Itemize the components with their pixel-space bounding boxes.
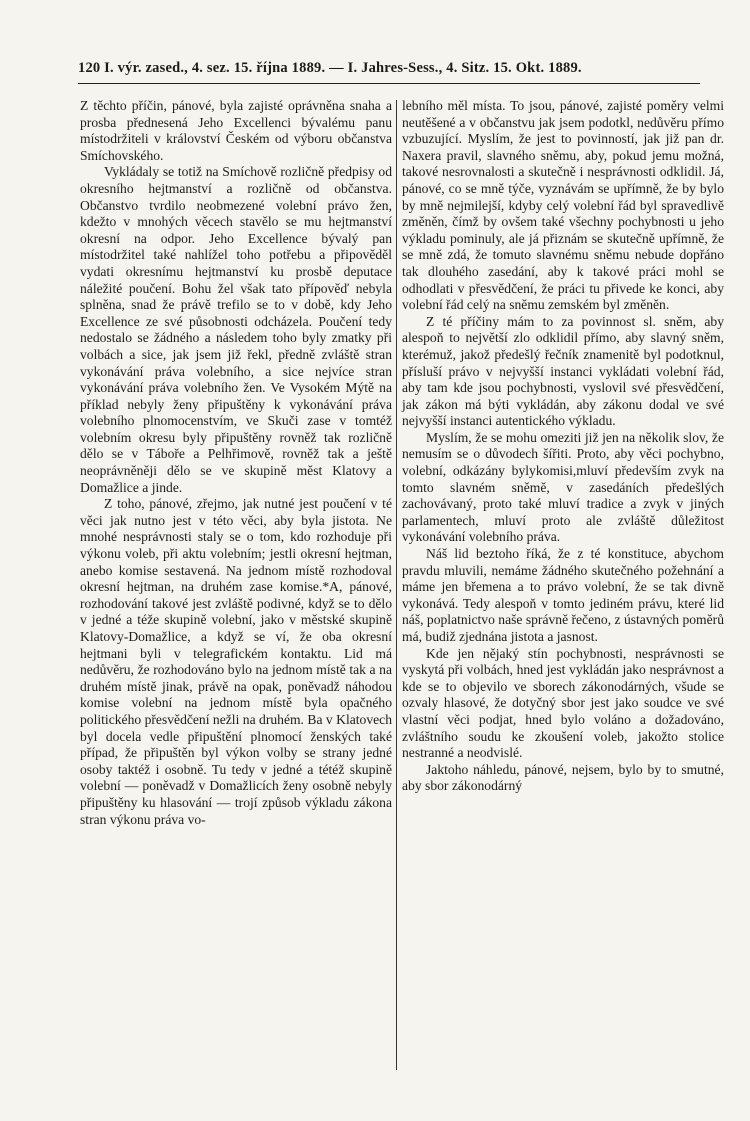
- paragraph: Myslím, že se mohu omeziti již jen na několik slov, že nemusím se o důvodech šířiti. Proto, aby věci pochybno, volební, odkázány bylykomisi,mluví především zvyk na tomto slavném sněmě, v zasedáních předešlých zachovávaný, proto také mluví tradice a zvyk v jiných parlamentech, mluví proto ale zvláště důležitost vykonávání volebního práva.: [402, 429, 724, 545]
- paragraph: Z těchto příčin, pánové, byla zajisté oprávněna snaha a prosba přednesená Jeho Excellenci bývalému panu místodržiteli v království Českém od výboru občanstva Smíchovského.: [80, 98, 392, 163]
- paragraph: Náš lid beztoho říká, že z té konstituce, abychom pravdu mluvili, nemáme žádného skutečného požehnání a máme jen břemena a to právo volební, že se tak divně vykonává. Tedy alespoň v tomto jediném právu, které lid náš, poplatnictvo naše správně řečeno, z ústavných poměrů má, budiž zjednána jistota a jasnost.: [402, 546, 724, 644]
- right-column: [402, 98, 724, 795]
- paragraph: lebního měl místa. To jsou, pánové, zajisté poměry velmi neutěšené a v občanstvu jak jsem podotkl, nedůvěru přímo vzbuzující. Myslím, že jest to povinností, jak již pan dr. Naxera pravil, slavného sněmu, aby, pokud jemu možná, takové nesrovnalosti a skutečně i nesprávnosti odklidil. Já, pánové, co se mně týče, vyznávám se upřímně, že by bylo by mně nejmilejší, kdyby celý volební řád byl spravedlivě změněn, čímž by ovšem také všechny pochybnosti u jeho výkladu pominuly, ale já přiznám se skutečně upřímně, že se mně zdá, že tomuto slavnému sněmu nebude dopřáno tak dlouhého zasedání, aby k takové práci mohl se odhodlati v přesvědčení, že práci tu přivede ke konci, aby volební řád celý na sněmu zemském byl změněn.: [402, 98, 724, 313]
- left-column: [80, 98, 392, 828]
- paragraph: Vykládaly se totiž na Smíchově rozličně předpisy od okresního hejtmanství a rozličně od občanstva. Občanstvo tvrdilo neobmezené volební právo žen, kdežto v mnohých věcech stavělo se mu hejtmanství okresní na odpor. Jeho Excellence bývalý pan místodržitel také nahlížel toho potřebu a připověděl vydati okresnímu hejtmanství ku prosbě deputace náležité poučení. Bohu žel však tato přípověď nebyla splněna, snad že právě trefilo se to v době, kdy Jeho Excellence ze své působnosti odcházela. Poučení tedy nedostalo se žádného a následem toho byly zmatky při volbách a sice, jak jsem již řekl, předně zvláště stran vykonávání práva volebního, a sice nejvíce stran vykonávání práva volebního žen. Ve Vysokém Mýtě na příklad nebyly ženy připuštěny k vykonávání práva volebního plnomocenstvím, ve Skuči zase v tomtéž volebním okresu byly připuštěny rovněž tak rozličně dělo se v Táboře a Pelhřimově, rovněž tak a ještě neoprávněněji dělo se ve skupině měst Klatovy a Domažlice a jinde.: [80, 164, 392, 495]
- paragraph: Z toho, pánové, zřejmo, jak nutné jest poučení v té věci jak nutno jest v této věci, aby byla jistota. Ne mnohé nesprávnosti staly se o tom, kdo rozhoduje při výkonu voleb, při aktu volebním; jestli okresní hejtman, anebo komise sestavená. Na jednom místě rozhodoval okresní hejtman, na druhém zase komise.*A, pánové, rozhodování takové jest zvláště podivné, když se to dělo v jedné a téže skupině volební, jako v městské skupině Klatovy-Domažlice, a když se ví, že oba okresní hejtmani byli v telegrafickém kontaktu. Lid má nedůvěru, že rozhodováno bylo na jednom místě tak a na druhém místě jinak, právě na opak, poněvadž náhodou komise volební na jednom místě byla opačného politického přesvědčení nežli na druhém. Ba v Klatovech byl docela vedle připuštění plnomocí ženských také případ, že připuštěn byl výkon volby se strany jedné osoby taktéž i osobně. Tu tedy v jedné a tétéž skupině volební — poněvadž v Domažlicích ženy osobně nebyly připuštěny ku hlasování — trojí způsob výkladu zákona stran výkonu práva vo-: [80, 496, 392, 827]
- paragraph: Z té příčiny mám to za povinnost sl. sněm, aby alespoň to největší zlo odklidil přímo, aby slavný sněm, kterémuž, jakož předešlý řečník znamenitě byl podotknul, přísluší právo v nejvyšší instanci vykládati volební řád, aby tam kde jsou pochybnosti, vyslovil své přesvědčení, jak zákon má býti vykládán, aby zákonu dodal ve své nejvyšší instanci autentického výkladu.: [402, 313, 724, 429]
- running-head: 120 I. výr. zased., 4. sez. 15. října 1889. — I. Jahres-Sess., 4. Sitz. 15. Okt. 1889.: [78, 60, 582, 76]
- paragraph: Kde jen nějaký stín pochybnosti, nesprávnosti se vyskytá při volbách, hned jest vykládán jako nesprávnost a kde se to objevilo ve sborech zákonodárných, všude se ozvaly hlasové, že dotyčný sbor jest jako soudce ve své vlastní věci podjat, hned bylo voláno a dožadováno, zvláštního soudu ke zkoušení voleb, jakožto stolice nestranné a neodvislé.: [402, 645, 724, 761]
- header-rule: [78, 83, 700, 84]
- column-divider: [396, 100, 397, 1070]
- paragraph: Jaktoho náhledu, pánové, nejsem, bylo by to smutné, aby sbor zákonodárný: [402, 761, 724, 794]
